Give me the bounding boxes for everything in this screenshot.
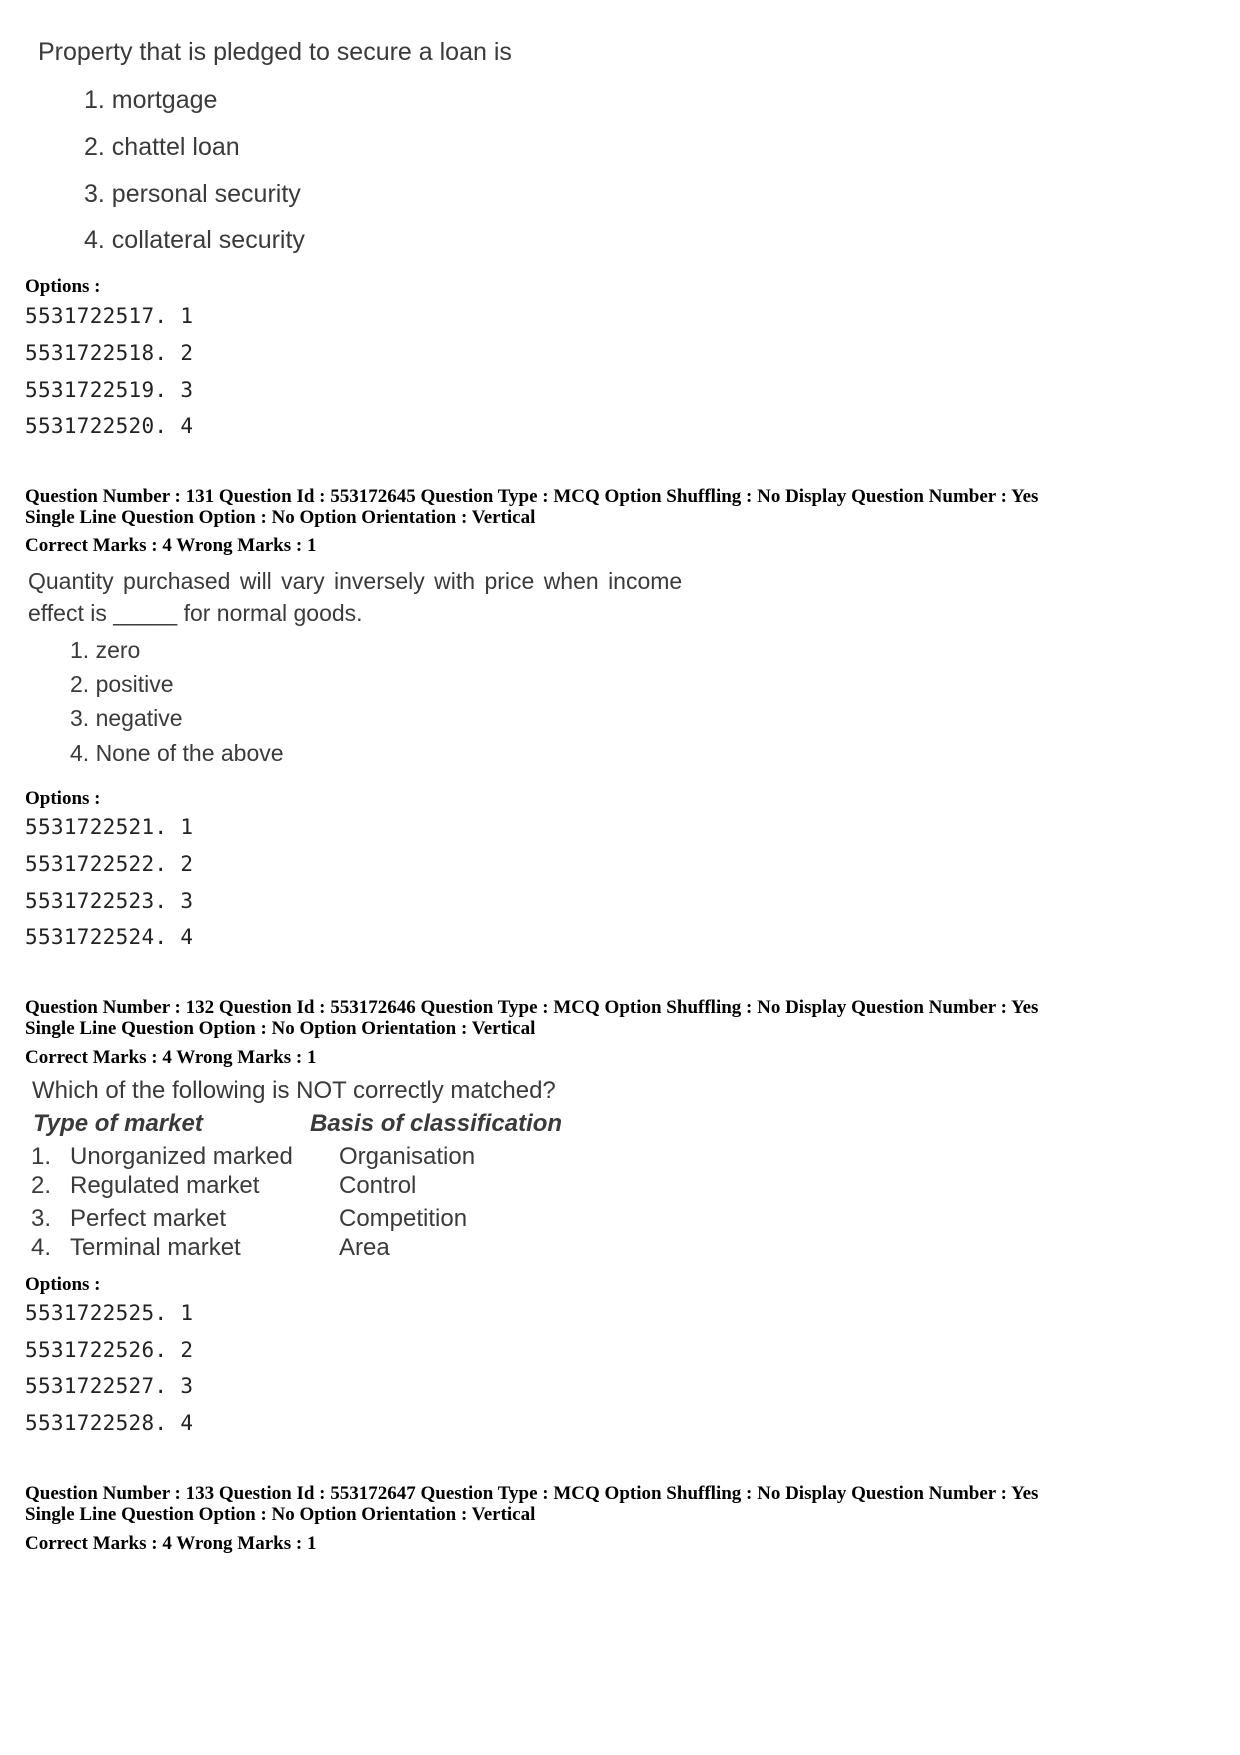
question-130-text: Property that is pledged to secure a loan is xyxy=(38,38,512,66)
q130-option-2: 5531722518. 2 xyxy=(25,341,194,365)
q131-option-4: 5531722524. 4 xyxy=(25,925,194,949)
table-row-3-number: 3. xyxy=(31,1205,52,1232)
table-row-1-basis: Organisation xyxy=(339,1143,476,1170)
table-row-2-market: Regulated market xyxy=(70,1172,260,1199)
q132-meta-line-1: Question Number : 132 Question Id : 553172646 Question Type : MCQ Option Shuffling : No Display Question Number : Yes xyxy=(25,997,1039,1018)
table-row-3-market: Perfect market xyxy=(70,1205,227,1232)
q131-meta-line-2: Single Line Question Option : No Option Orientation : Vertical xyxy=(25,507,536,528)
q130-choice-3: 3. personal security xyxy=(84,180,301,208)
q130-option-4: 5531722520. 4 xyxy=(25,414,194,438)
table-row-1-market: Unorganized marked xyxy=(70,1143,293,1170)
q133-marks: Correct Marks : 4 Wrong Marks : 1 xyxy=(25,1533,317,1554)
q133-meta-line-1: Question Number : 133 Question Id : 553172647 Question Type : MCQ Option Shuffling : No Display Question Number : Yes xyxy=(25,1483,1039,1504)
table-header-type-of-market: Type of market xyxy=(33,1110,203,1137)
table-row-2-number: 2. xyxy=(31,1172,52,1199)
q132-question-text: Which of the following is NOT correctly matched? xyxy=(32,1077,556,1104)
q132-marks: Correct Marks : 4 Wrong Marks : 1 xyxy=(25,1047,317,1068)
table-row-4-number: 4. xyxy=(31,1234,52,1261)
q130-option-1: 5531722517. 1 xyxy=(25,304,194,328)
q131-choice-1: 1. zero xyxy=(70,637,141,663)
q132-option-4: 5531722528. 4 xyxy=(25,1411,194,1435)
q131-meta-line-1: Question Number : 131 Question Id : 553172645 Question Type : MCQ Option Shuffling : No Display Question Number : Yes xyxy=(25,486,1039,507)
q132-options-label: Options : xyxy=(25,1274,101,1295)
q133-meta-line-2: Single Line Question Option : No Option Orientation : Vertical xyxy=(25,1504,536,1525)
q131-option-3: 5531722523. 3 xyxy=(25,889,194,913)
q130-choice-2: 2. chattel loan xyxy=(84,133,240,161)
q131-option-1: 5531722521. 1 xyxy=(25,815,194,839)
q131-choice-4: 4. None of the above xyxy=(70,740,284,766)
q131-marks: Correct Marks : 4 Wrong Marks : 1 xyxy=(25,535,317,556)
q130-choice-1: 1. mortgage xyxy=(84,86,218,114)
table-row-1-number: 1. xyxy=(31,1143,52,1170)
table-header-basis: Basis of classification xyxy=(310,1110,563,1137)
table-row-2-basis: Control xyxy=(339,1172,417,1199)
q132-option-3: 5531722527. 3 xyxy=(25,1374,194,1398)
q132-option-1: 5531722525. 1 xyxy=(25,1301,194,1325)
q131-choice-3: 3. negative xyxy=(70,705,183,731)
q130-choice-4: 4. collateral security xyxy=(84,226,305,254)
table-row-4-basis: Area xyxy=(339,1234,390,1261)
q132-option-2: 5531722526. 2 xyxy=(25,1338,194,1362)
table-row-3-basis: Competition xyxy=(339,1205,468,1232)
table-row-4-market: Terminal market xyxy=(70,1234,241,1261)
q130-options-label: Options : xyxy=(25,276,101,297)
q132-meta-line-2: Single Line Question Option : No Option Orientation : Vertical xyxy=(25,1018,536,1039)
q131-question-line-2: effect is _____ for normal goods. xyxy=(28,600,363,626)
q131-options-label: Options : xyxy=(25,788,101,809)
q131-choice-2: 2. positive xyxy=(70,671,174,697)
q130-option-3: 5531722519. 3 xyxy=(25,378,194,402)
q131-option-2: 5531722522. 2 xyxy=(25,852,194,876)
q131-question-line-1: Quantity purchased will vary inversely with price when income xyxy=(28,568,683,594)
